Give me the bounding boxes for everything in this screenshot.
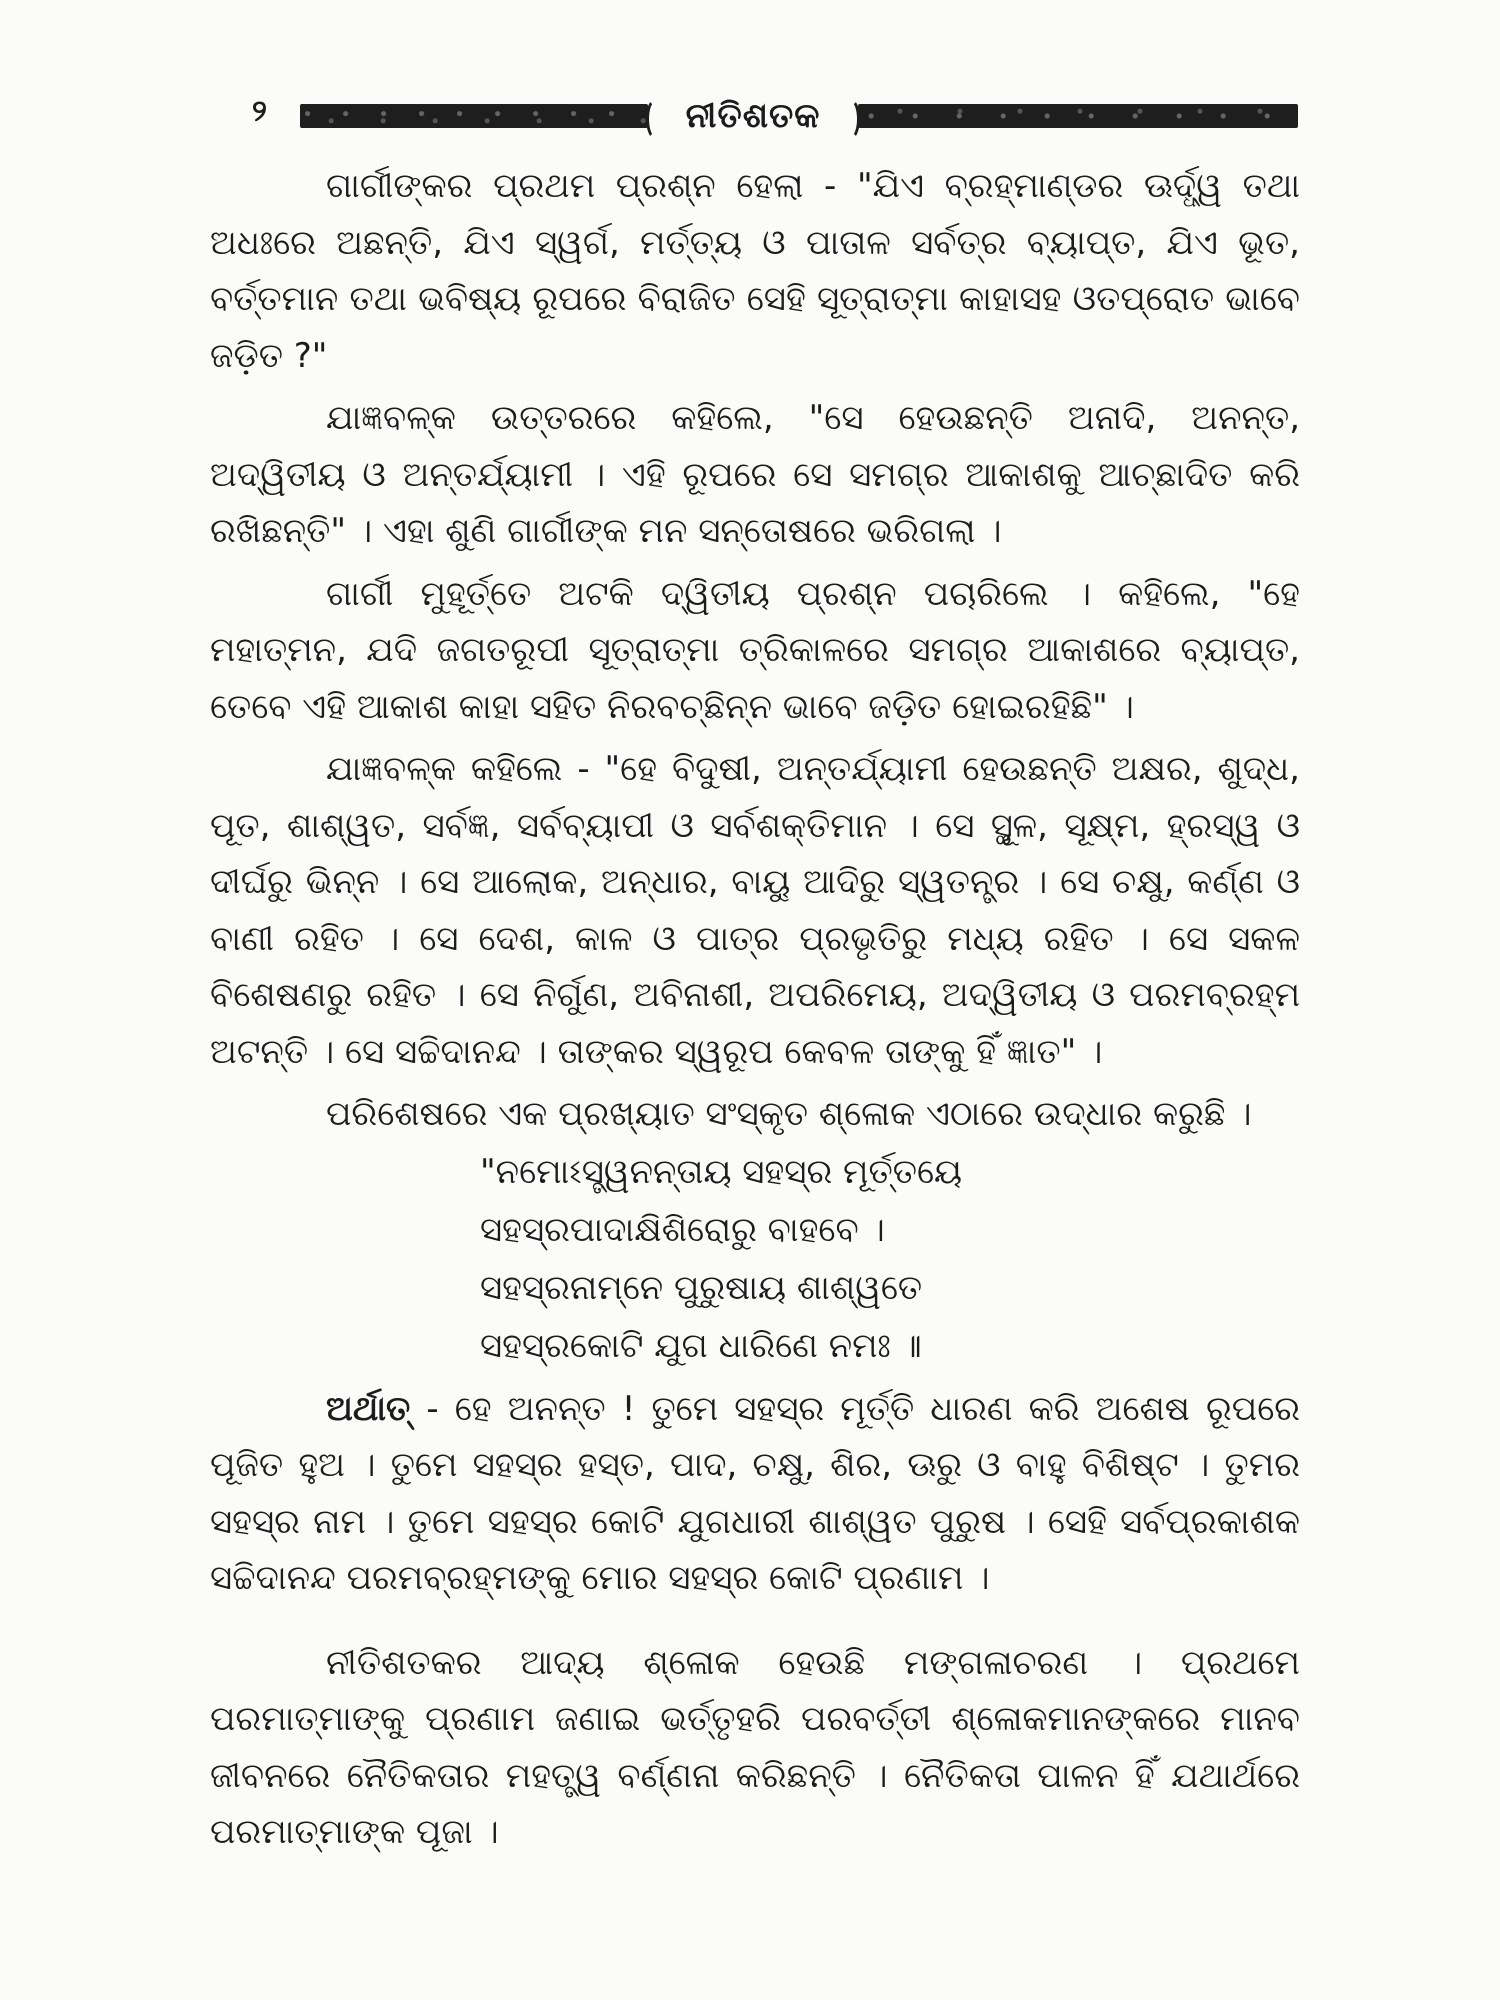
paragraph-closing: ନୀତିଶତକର ଆଦ୍ୟ ଶ୍ଳୋକ ହେଉଛି ମଙ୍ଗଳାଚରଣ । ପ୍ରଥମେ ପରମାତ୍ମାଙ୍କୁ ପ୍ରଣାମ ଜଣାଇ ଭର୍ତ୍ତୃହରି ପରବର୍ତ୍ତୀ ଶ୍ଳୋକମାନଙ୍କରେ ମାନବ ଜୀବନରେ ନୈତିକତାର ମହତ୍ତ୍ୱ ବର୍ଣ୍ଣନା କରିଛନ୍ତି । ନୈତିକତା ପାଳନ ହିଁ ଯଥାର୍ଥରେ ପରମାତ୍ମାଙ୍କ ପୂଜା । bbox=[210, 1642, 1300, 1852]
page-header bbox=[238, 92, 1298, 142]
page-number: ୨ bbox=[252, 94, 267, 129]
meaning-text: - ହେ ଅନନ୍ତ ! ତୁମେ ସହସ୍ର ମୂର୍ତ୍ତି ଧାରଣ କରି ଅଶେଷ ରୂପରେ ପୂଜିତ ହୁଅ । ତୁମେ ସହସ୍ର ହସ୍ତ, ପାଦ, ଚକ୍ଷୁ, ଶିର, ଊରୁ ଓ ବାହୁ ବିଶିଷ୍ଟ । ତୁମର ସହସ୍ର ନାମ । ତୁମେ ସହସ୍ର କୋଟି ଯୁଗଧାରୀ ଶାଶ୍ୱତ ପୁରୁଷ । ସେହି ସର୍ବପ୍ରକାଶକ ସଚ୍ଚିଦାନନ୍ଦ ପରମବ୍ରହ୍ମଙ୍କୁ ମୋର ସହସ୍ର କୋଟି ପ୍ରଣାମ । bbox=[210, 1388, 1301, 1598]
header-ornament-right bbox=[858, 104, 1298, 128]
paragraph-meaning bbox=[210, 1381, 1300, 1607]
verse-line: ସହସ୍ରକୋଟି ଯୁଗ ଧାରିଣେ ନମଃ ॥ bbox=[480, 1325, 922, 1366]
sanskrit-verse bbox=[480, 1143, 1300, 1375]
paragraph-yajnavalkya-answer-2: ଯାଜ୍ଞବଳ୍କ କହିଲେ - "ହେ ବିଦୁଷୀ, ଅନ୍ତର୍ଯ୍ୟାମୀ ହେଉଛନ୍ତି ଅକ୍ଷର, ଶୁଦ୍ଧ, ପୂତ, ଶାଶ୍ୱତ, ସର୍ବଜ୍ଞ, ସର୍ବବ୍ୟାପୀ ଓ ସର୍ବଶକ୍ତିମାନ । ସେ ସ୍ଥୂଳ, ସୂକ୍ଷ୍ମ, ହ୍ରସ୍ୱ ଓ ଦୀର୍ଘରୁ ଭିନ୍ନ । ସେ ଆଲୋକ, ଅନ୍ଧାର, ବାୟୁ ଆଦିରୁ ସ୍ୱତନ୍ତ୍ର । ସେ ଚକ୍ଷୁ, କର୍ଣ୍ଣ ଓ ବାଣୀ ରହିତ । ସେ ଦେଶ, କାଳ ଓ ପାତ୍ର ପ୍ରଭୃତିରୁ ମଧ୍ୟ ରହିତ । ସେ ସକଳ ବିଶେଷଣରୁ ରହିତ । ସେ ନିର୍ଗୁଣ, ଅବିନାଶୀ, ଅପରିମେୟ, ଅଦ୍ୱିତୀୟ ଓ ପରମବ୍ରହ୍ମ ଅଟନ୍ତି । ସେ ସଚ୍ଚିଦାନନ୍ଦ । ତାଙ୍କର ସ୍ୱରୂପ କେବଳ ତାଙ୍କୁ ହିଁ ଜ୍ଞାତ" । bbox=[210, 749, 1300, 1072]
paragraph-gargi-question-2: ଗାର୍ଗୀ ମୁହୂର୍ତ୍ତେ ଅଟକି ଦ୍ୱିତୀୟ ପ୍ରଶ୍ନ ପଚାରିଲେ । କହିଲେ, "ହେ ମହାତ୍ମନ, ଯଦି ଜଗତରୂପୀ ସୂତ୍ରାତ୍ମା ତ୍ରିକାଳରେ ସମଗ୍ର ଆକାଶରେ ବ୍ୟାପ୍ତ, ତେବେ ଏହି ଆକାଶ କାହା ସହିତ ନିରବଚ୍ଛିନ୍ନ ଭାବେ ଜଡ଼ିତ ହୋଇରହିଛି" । bbox=[210, 573, 1300, 727]
page-body bbox=[210, 158, 1300, 1861]
meaning-label: ଅର୍ଥାତ୍ bbox=[326, 1388, 411, 1429]
paragraph-shloka-intro: ପରିଶେଷରେ ଏକ ପ୍ରଖ୍ୟାତ ସଂସ୍କୃତ ଶ୍ଳୋକ ଏଠାରେ ଉଦ୍ଧାର କରୁଛି । bbox=[326, 1094, 1252, 1134]
running-title-text: ନୀତିଶତକ bbox=[685, 96, 821, 136]
verse-line: "ନମୋଽସ୍ତ୍ୱନନ୍ତାୟ ସହସ୍ର ମୂର୍ତ୍ତୟେ bbox=[480, 1151, 963, 1192]
paragraph-gargi-question-1: ଗାର୍ଗୀଙ୍କର ପ୍ରଥମ ପ୍ରଶ୍ନ ହେଲା - "ଯିଏ ବ୍ରହ୍ମାଣ୍ଡର ଊର୍ଦ୍ଧ୍ୱ ତଥା ଅଧଃରେ ଅଛନ୍ତି, ଯିଏ ସ୍ୱର୍ଗ, ମର୍ତ୍ତ୍ୟ ଓ ପାତାଳ ସର୍ବତ୍ର ବ୍ୟାପ୍ତ, ଯିଏ ଭୂତ, ବର୍ତ୍ତମାନ ତଥା ଭବିଷ୍ୟ ରୂପରେ ବିରାଜିତ ସେହି ସୂତ୍ରାତ୍ମା କାହାସହ ଓତପ୍ରୋତ ଭାବେ ଜଡ଼ିତ ?" bbox=[210, 166, 1300, 376]
verse-line: ସହସ୍ରପାଦାକ୍ଷିଶିରୋରୁ ବାହବେ । bbox=[480, 1209, 885, 1250]
header-ornament-left bbox=[300, 104, 648, 128]
verse-line: ସହସ୍ରନାମ୍ନେ ପୁରୁଷାୟ ଶାଶ୍ୱତେ bbox=[480, 1267, 923, 1308]
paragraph-yajnavalkya-answer-1: ଯାଜ୍ଞବଳ୍କ ଉତ୍ତରରେ କହିଲେ, "ସେ ହେଉଛନ୍ତି ଅନାଦି, ଅନନ୍ତ, ଅଦ୍ୱିତୀୟ ଓ ଅନ୍ତର୍ଯ୍ୟାମୀ । ଏହି ରୂପରେ ସେ ସମଗ୍ର ଆକାଶକୁ ଆଚ୍ଛାଦିତ କରି ରଖିଛନ୍ତି" । ଏହା ଶୁଣି ଗାର୍ଗୀଙ୍କ ମନ ସନ୍ତୋଷରେ ଭରିଗଲା । bbox=[210, 398, 1300, 551]
running-title bbox=[648, 92, 858, 140]
